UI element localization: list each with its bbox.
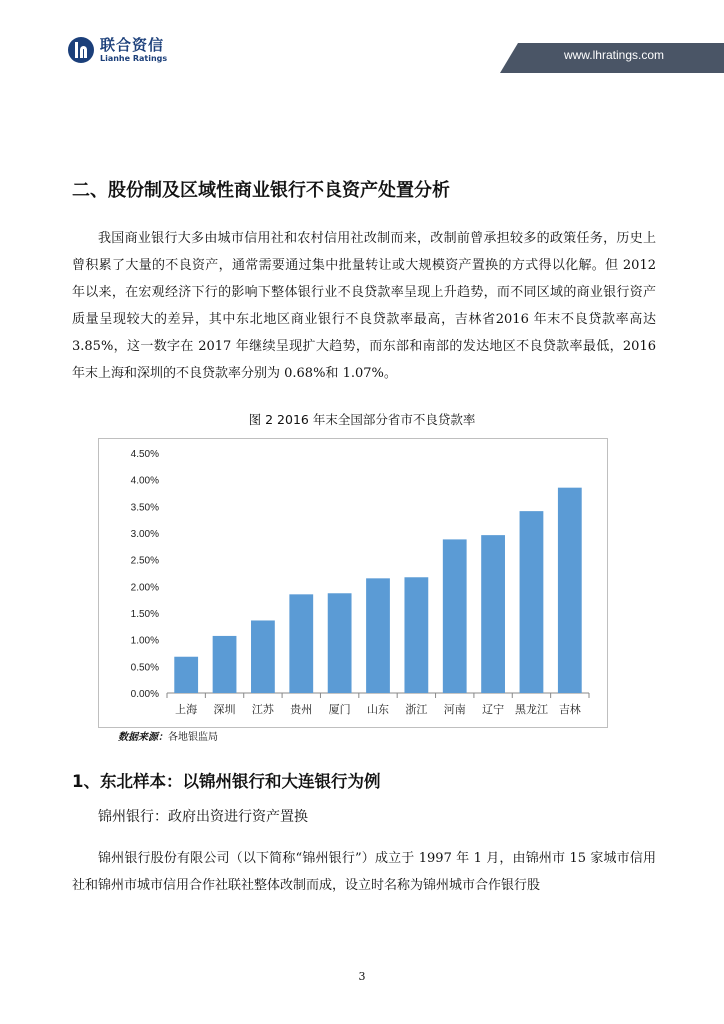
y-tick-label: 4.50%	[130, 449, 159, 460]
bar-3	[251, 620, 275, 693]
bar-5	[328, 593, 352, 693]
x-tick-label: 黑龙江	[514, 703, 548, 716]
y-tick-label: 4.00%	[130, 475, 159, 487]
x-tick-label: 上海	[175, 703, 198, 716]
bar-9	[481, 535, 505, 693]
bar-8	[443, 539, 467, 693]
x-tick-label: 吉林	[558, 703, 581, 716]
source-text: 各地银监局	[168, 732, 218, 743]
source-label: 数据来源：	[118, 732, 168, 743]
x-tick-label: 浙江	[405, 703, 428, 716]
x-tick-label: 辽宁	[482, 703, 505, 716]
figure-title: 图 2 2016 年末全国部分省市不良贷款率	[248, 412, 476, 427]
website-url[interactable]: www.lhratings.com	[563, 48, 664, 62]
bar-6	[366, 578, 390, 693]
section-title: 二、股份制及区域性商业银行不良资产处置分析	[72, 180, 450, 201]
bar-4	[289, 594, 313, 693]
y-tick-label: 3.50%	[130, 502, 159, 514]
bar-2	[213, 636, 237, 693]
y-tick-label: 3.00%	[130, 529, 159, 540]
y-tick-label: 1.50%	[130, 609, 159, 620]
y-tick-label: 0.00%	[130, 689, 159, 700]
x-tick-label: 江苏	[251, 703, 274, 716]
subsection-title: 1、东北样本：以锦州银行和大连银行为例	[72, 772, 381, 791]
y-tick-label: 2.50%	[130, 555, 159, 567]
npl-ratio-chart	[98, 438, 608, 728]
y-tick-label: 2.00%	[130, 582, 159, 594]
body-paragraph-2: 锦州银行股份有限公司（以下简称“锦州银行”）成立于 1997 年 1 月，由锦州市 15 家城市信用社和锦州市城市信用合作社联社整体改制而成，设立时名称为锦州城市合作银行股	[72, 851, 656, 893]
x-tick-label: 深圳	[213, 703, 236, 716]
bar-11	[558, 488, 582, 693]
bar-1	[174, 657, 198, 693]
y-tick-label: 0.50%	[130, 662, 159, 674]
chart-canvas	[99, 439, 607, 727]
brand-name-cn: 联合资信	[100, 35, 165, 54]
brand-name-en: Lianhe Ratings	[100, 53, 168, 63]
lianhe-logo[interactable]	[68, 37, 167, 63]
subheading: 锦州银行：政府出资进行资产置换	[98, 809, 308, 825]
lianhe-logo-icon	[68, 37, 94, 63]
x-tick-label: 贵州	[290, 703, 313, 716]
bar-10	[520, 511, 544, 693]
bar-7	[404, 577, 428, 693]
data-source	[118, 728, 218, 743]
x-tick-label: 山东	[367, 703, 389, 716]
x-tick-label: 河南	[443, 703, 466, 716]
y-tick-label: 1.00%	[130, 635, 159, 647]
page-number: 3	[358, 970, 366, 983]
page-header	[0, 0, 724, 80]
x-tick-label: 厦门	[328, 703, 351, 716]
body-paragraph-1: 我国商业银行大多由城市信用社和农村信用社改制而来，改制前曾承担较多的政策任务，历史上曾积累了大量的不良资产，通常需要通过集中批量转让或大规模资产置换的方式得以化解。但 2012 年以来，在宏观经济下行的影响下整体银行业不良贷款率呈现上升趋势，而不同区域的商业银行资产质量呈现较大的差异，其中东北地区商业银行不良贷款率最高，吉林省2016 年末不良贷款率高达 3.85%，这一数字在 2017 年继续呈现扩大趋势，而东部和南部的发达地区不良贷款率最低，2016 年末上海和深圳的不良贷款率分别为 0.68%和 1.07%。	[72, 231, 656, 381]
